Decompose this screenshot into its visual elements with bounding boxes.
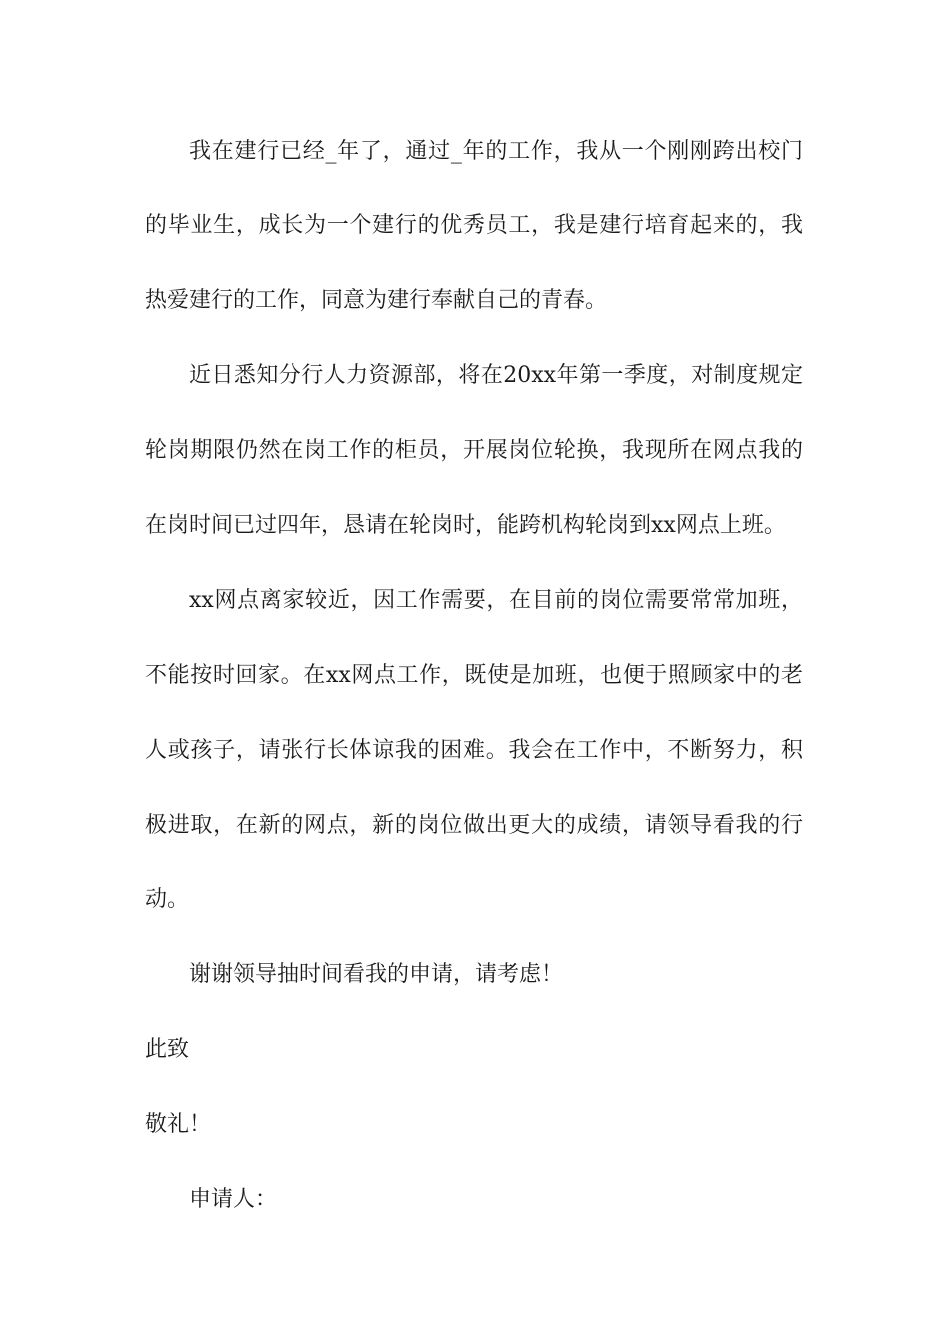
paragraph-3-line-4: 极进取，在新的网点，新的岗位做出更大的成绩，请领导看我的行 — [145, 813, 803, 838]
paragraph-2-line-2: 轮岗期限仍然在岗工作的柜员，开展岗位轮换，我现所在网点我的 — [145, 438, 803, 463]
salutation-cizhi: 此致 — [145, 1037, 190, 1062]
paragraph-3-line-3: 人或孩子，请张行长体谅我的困难。我会在工作中，不断努力，积 — [145, 738, 803, 763]
paragraph-2-line-1: 近日悉知分行人力资源部，将在20xx年第一季度，对制度规定 — [189, 363, 803, 388]
paragraph-1-line-2: 的毕业生，成长为一个建行的优秀员工，我是建行培育起来的，我 — [145, 213, 803, 238]
paragraph-3-line-1: xx网点离家较近，因工作需要，在目前的岗位需要常常加班， — [189, 588, 803, 613]
paragraph-2-line-3: 在岗时间已过四年，恳请在轮岗时，能跨机构轮岗到xx网点上班。 — [145, 513, 786, 538]
paragraph-1-line-1: 我在建行已经_年了，通过_年的工作，我从一个刚刚跨出校门 — [189, 139, 803, 164]
closing-thanks: 谢谢领导抽时间看我的申请，请考虑！ — [189, 962, 564, 987]
applicant-label: 申请人： — [189, 1187, 278, 1212]
paragraph-3-line-5: 动。 — [145, 887, 190, 912]
salutation-jingli: 敬礼！ — [145, 1112, 212, 1137]
paragraph-1-line-3: 热爱建行的工作，同意为建行奉献自己的青春。 — [145, 288, 608, 313]
paragraph-3-line-2: 不能按时回家。在xx网点工作，既使是加班，也便于照顾家中的老 — [145, 663, 803, 688]
